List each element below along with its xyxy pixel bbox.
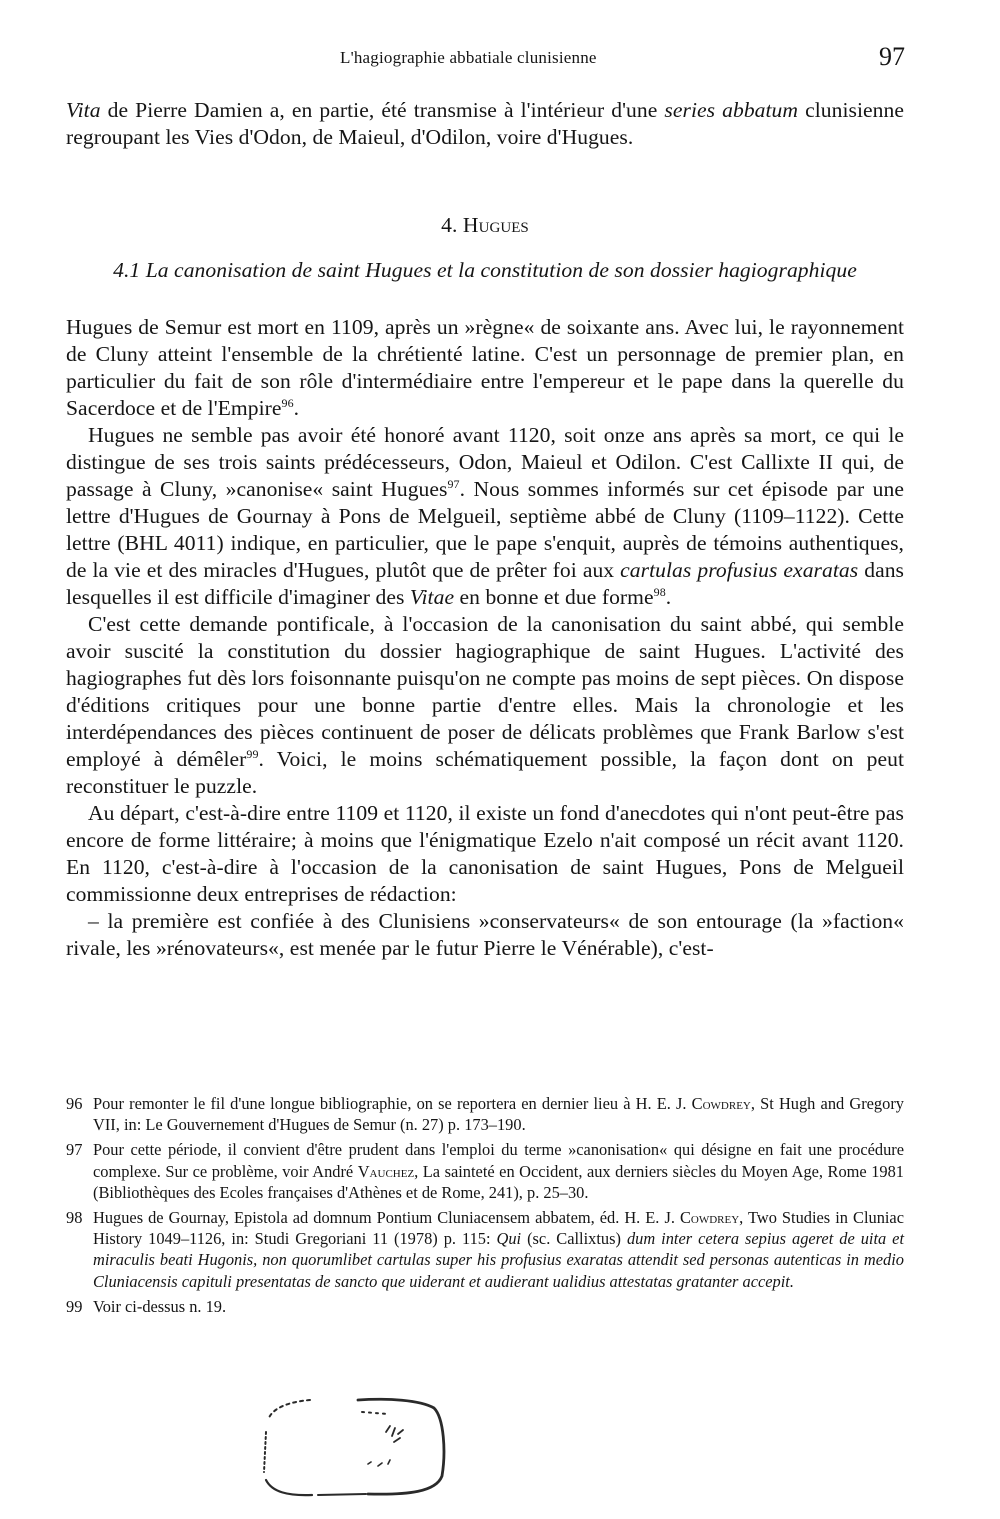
paragraph-4: Au départ, c'est-à-dire entre 1109 et 1120, il existe un fond d'anecdotes qui n'ont peut-être pas encore de forme littéraire; à moins que l'énigmatique Ezelo n'ait composé un récit avant 1120. En 1120, c'est-à-dire à l'occasion de la canonisation de saint Hugues, Pons de Melgueil commissionne deux entreprises de rédaction:: [66, 801, 904, 906]
footnote-ref-97: 97: [447, 477, 460, 491]
footnote-99-text: Voir ci-dessus n. 19.: [93, 1296, 227, 1316]
paragraph-2-text-1: Hugues ne semble pas avoir été honoré avant 1120, soit onze ans après sa mort, ce qui le distingue de ses trois saints prédécesseurs, Odon, Maieul et Odilon. C'est Callixte II qui, de passage à Cluny, »canonise« saint Hugues: [66, 423, 904, 501]
footnote-97-text-2: , La sainteté en Occident, aux derniers siècles du Moyen Age, Rome 1981 (Bibliothèques des Ecoles françaises d'Athènes et de Rome, 241), p. 25–30.: [93, 1161, 905, 1202]
intro-italic-series: series abbatum: [664, 98, 799, 122]
paragraph-1: [66, 314, 904, 422]
intro-paragraph: [66, 97, 904, 151]
footnote-body: [93, 1093, 904, 1135]
footnote-99: [66, 1296, 904, 1317]
footnote-97-author: Vauchez: [357, 1161, 415, 1181]
paragraph-2-italic-cartulas: cartulas profusius exaratas: [620, 558, 859, 582]
paragraph-2-text-3: dans lesquelles il est difficile d'imaginer des: [66, 558, 904, 609]
paragraph-2-end: .: [665, 585, 672, 609]
section-number: 4.: [441, 213, 458, 237]
paragraph-2-text-2: . Nous sommes informés sur cet épisode par une lettre d'Hugues de Gournay à Pons de Melgueil, septième abbé de Cluny (1109–1122). Cette lettre (BHL 4011) indique, en particulier, que le pape s'enquit, auprès de témoins authentiques, de la vie et des miracles d'Hugues, plutôt que de prêter foi aux: [66, 477, 904, 582]
footnote-body: [93, 1296, 904, 1317]
footnote-97-text-1: Pour cette période, il convient d'être prudent dans l'emploi du terme »canonisation« qui désigne en fait une procédure complexe. Sur ce problème, voir André: [93, 1140, 904, 1181]
footnote-98-text-2: , Two Studies in Cluniac History 1049–1126, in: Studi Gregoriani 11 (1978) p. 115:: [93, 1208, 904, 1249]
running-head: [0, 42, 1000, 74]
footnote-97: [66, 1139, 904, 1203]
footnotes: [66, 1093, 904, 1321]
paragraph-2-text-4: en bonne et due forme: [454, 585, 654, 609]
intro-text-1: de Pierre Damien a, en partie, été transmise à l'intérieur d'une: [100, 98, 665, 122]
library-stamp-icon: [258, 1392, 448, 1502]
footnote-body: [93, 1207, 904, 1292]
footnote-98: [66, 1207, 904, 1292]
section-heading: [66, 205, 904, 245]
footnote-98-text-1: Hugues de Gournay, Epistola ad domnum Pontium Cluniacensem abbatem, éd. H. E. J.: [93, 1208, 680, 1228]
paragraph-3-text-2: . Voici, le moins schématiquement possible, la façon dont on peut reconstituer le puzzle.: [66, 747, 904, 798]
paragraph-1-text: Hugues de Semur est mort en 1109, après un »règne« de soixante ans. Avec lui, le rayonnement de Cluny atteint l'ensemble de la chrétienté latine. C'est un personnage de premier plan, en particulier du fait de son rôle d'intermédiaire entre l'empereur et le pape dans la querelle du Sacerdoce et de l'Empire: [66, 315, 904, 420]
running-title: L'hagiographie abbatiale clunisienne: [340, 48, 597, 67]
footnote-96-text-1: Pour remonter le fil d'une longue bibliographie, on se reportera en dernier lieu à H. E. J.: [93, 1094, 692, 1113]
footnote-body: [93, 1139, 904, 1203]
section-title: Hugues: [462, 213, 529, 237]
footnote-96-text-2: , St Hugh and Gregory VII, in: Le Gouvernement d'Hugues de Semur (n. 27) p. 173–190.: [93, 1094, 904, 1135]
footnote-96-author: Cowdrey: [691, 1094, 751, 1113]
footnote-96: [66, 1093, 904, 1135]
paragraph-3: [66, 611, 904, 800]
page-number: 97: [879, 42, 905, 71]
footnote-number: 99: [66, 1296, 83, 1316]
subsection-heading: 4.1 La canonisation de saint Hugues et la constitution de son dossier hagiographique: [113, 258, 857, 282]
footnote-98-text-3: (sc. Callixtus): [521, 1229, 627, 1249]
footnote-98-italic-qui: Qui: [496, 1229, 522, 1249]
footnote-ref-96: 96: [281, 396, 294, 410]
main-text: [66, 97, 904, 962]
footnote-number: 96: [66, 1094, 83, 1113]
footnote-number: 97: [66, 1140, 83, 1160]
paragraph-2-italic-vitae: Vitae: [409, 585, 455, 609]
paragraph-2: [66, 422, 904, 611]
intro-italic-vita: Vita: [66, 98, 101, 122]
paragraph-1-end: .: [293, 396, 300, 420]
footnote-98-author: Cowdrey: [679, 1208, 740, 1228]
paragraph-5: – la première est confiée à des Clunisiens »conservateurs« de son entourage (la »faction« rivale, les »rénovateurs«, est menée par le futur Pierre le Vénérable), c'est-: [66, 909, 904, 960]
footnote-ref-99: 99: [246, 747, 259, 761]
footnote-number: 98: [66, 1208, 83, 1228]
intro-text-2: clunisienne regroupant les Vies d'Odon, de Maieul, d'Odilon, voire d'Hugues.: [66, 98, 904, 149]
paragraph-3-text-1: C'est cette demande pontificale, à l'occasion de la canonisation du saint abbé, qui semble avoir suscité la constitution du dossier hagiographique de saint Hugues. L'activité des hagiographes fut dès lors foisonnante puisqu'on ne compte pas moins de sept pièces. On dispose d'éditions critiques pour une bonne partie d'entre elles. Mais la chronologie et les interdépendances des pièces continuent de poser de délicats problèmes que Frank Barlow s'est employé à démêler: [66, 612, 904, 771]
footnote-98-latin-quote: dum inter cetera sepius ageret de uita et miraculis beati Hugonis, non quorumlibet cartulas super his profusius exaratas attendit sed personas autenticas in medio Cluniacensis capituli presentatas de sancto que uiderant et audierant ualidius attestatas gratanter accepit.: [93, 1229, 905, 1291]
footnote-ref-98: 98: [653, 585, 666, 599]
